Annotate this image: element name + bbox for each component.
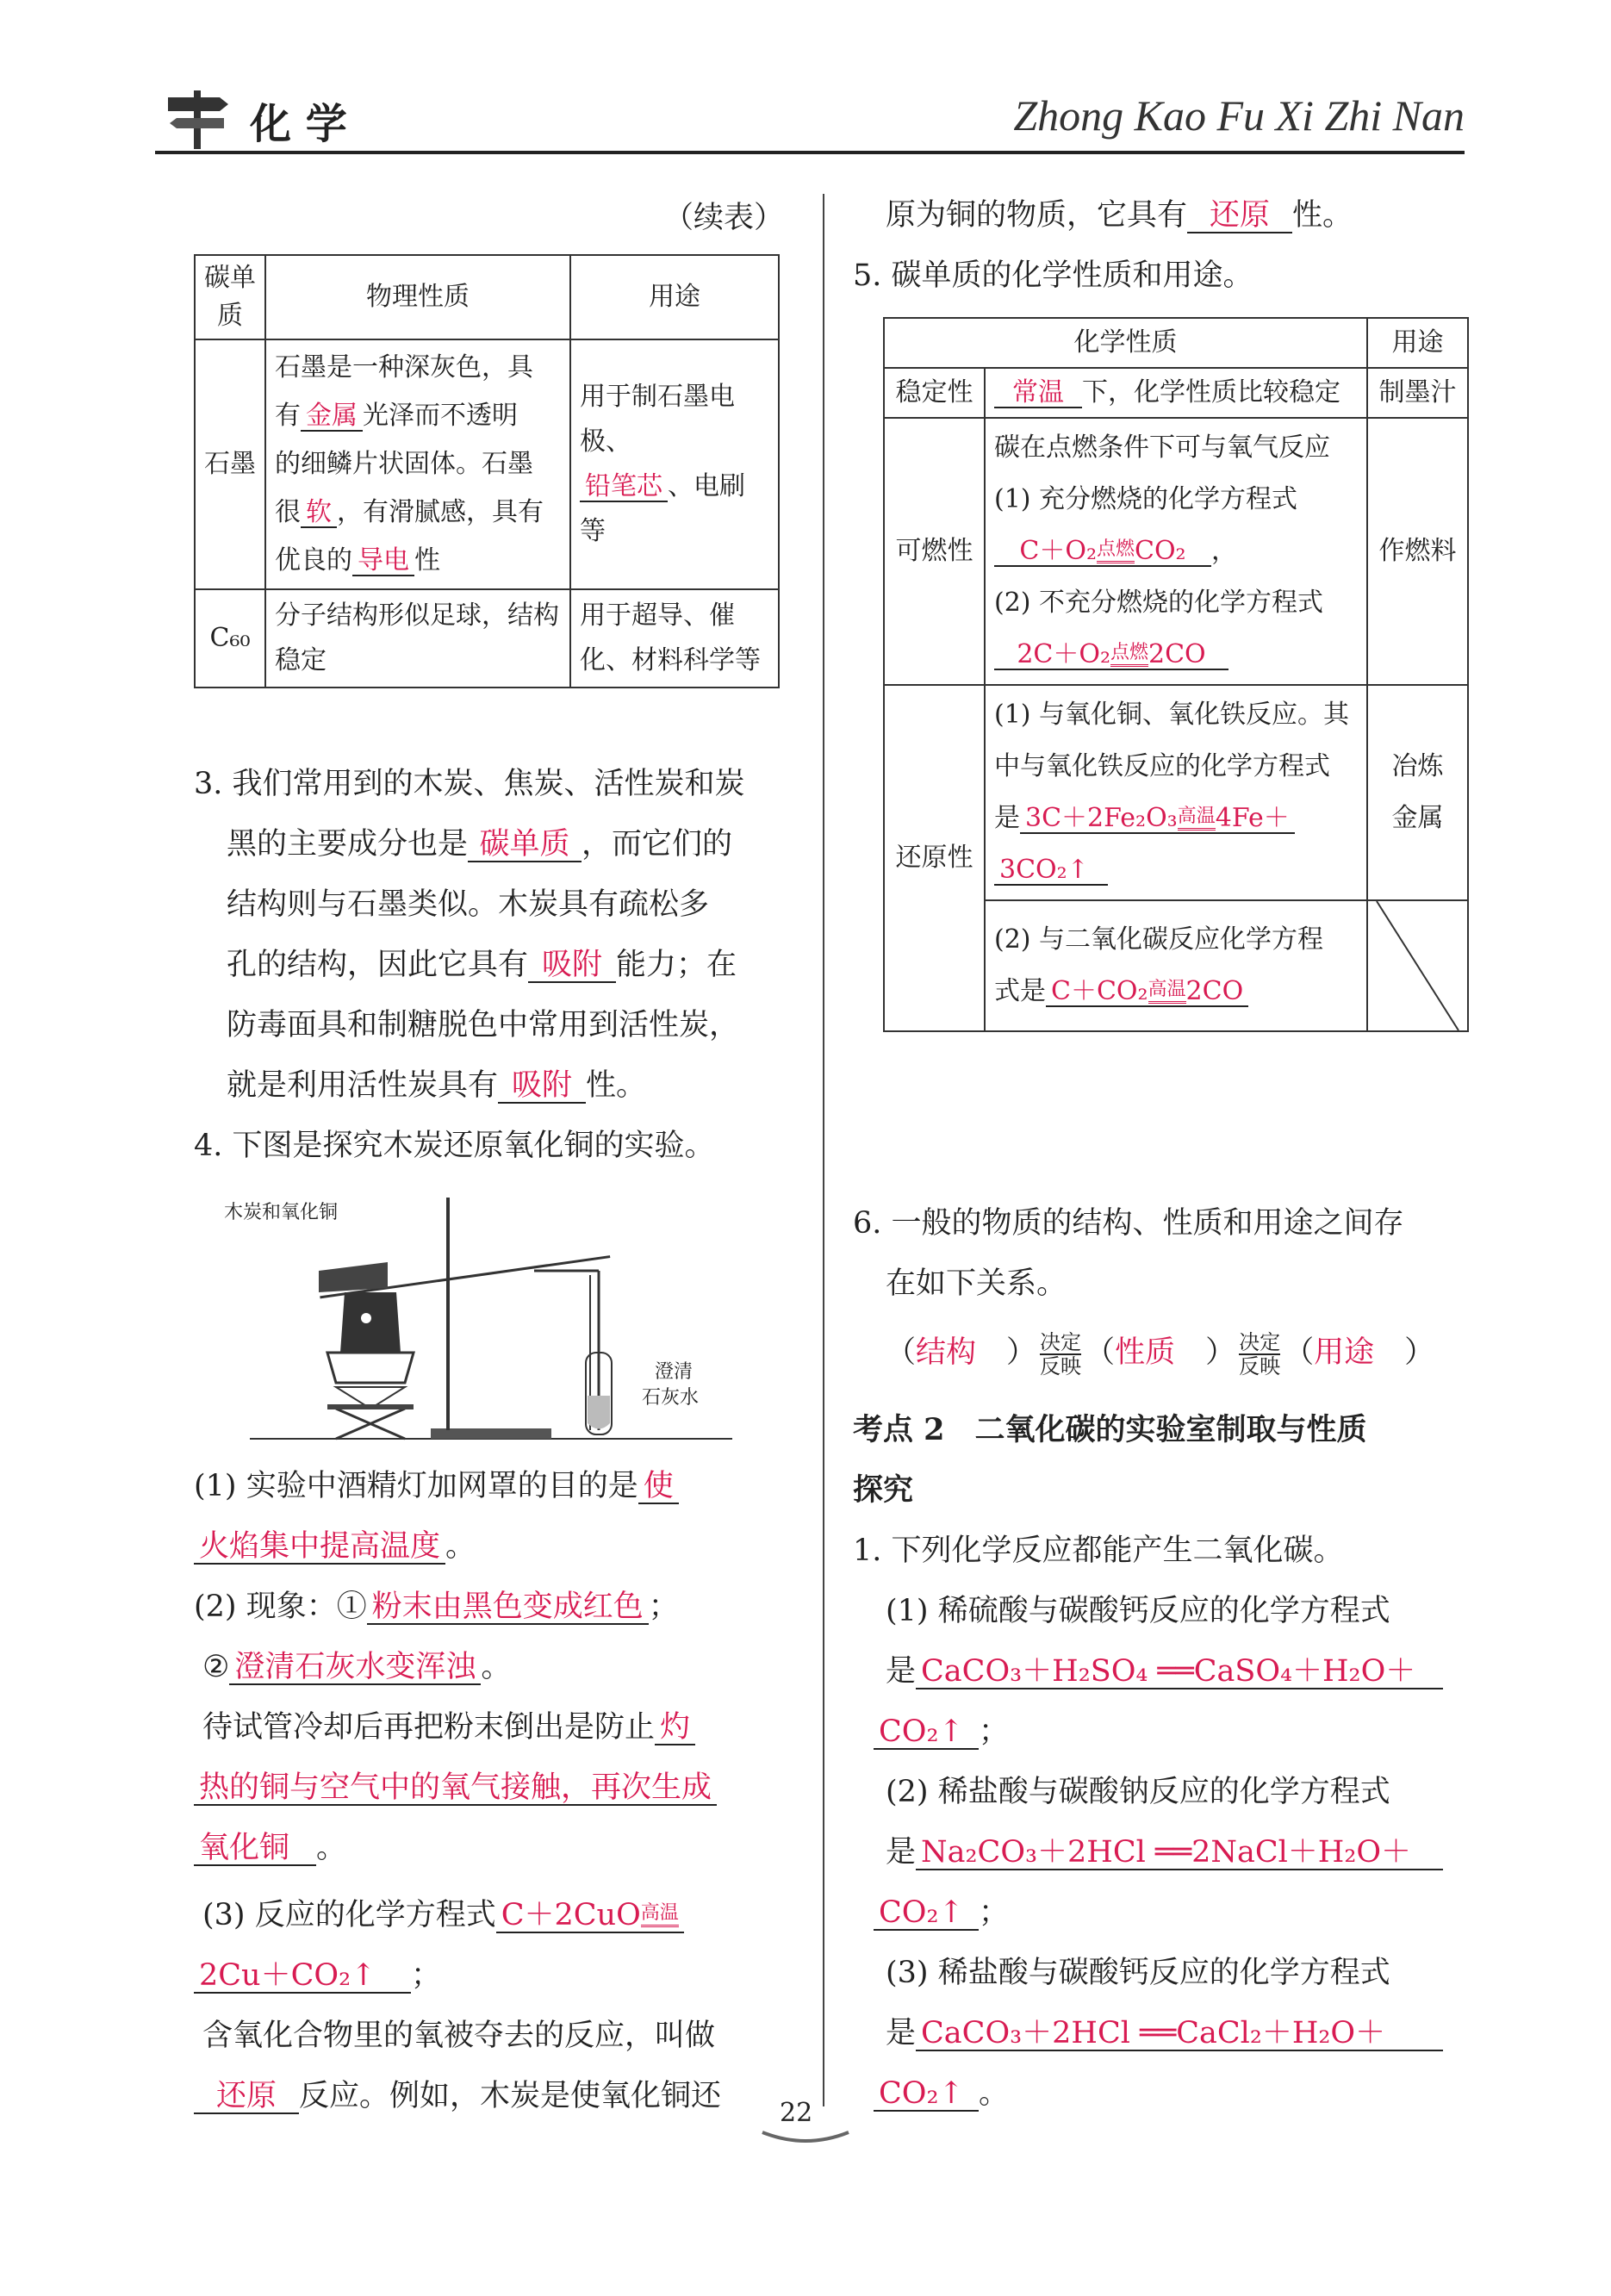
label-limewater-2: 石灰水 — [642, 1387, 700, 1409]
graphite-property — [265, 339, 570, 589]
text: 是 — [886, 1654, 917, 1689]
text: 。 — [316, 1831, 347, 1865]
relation-top: 决定 — [1040, 1329, 1082, 1354]
text: 用于制石墨电极、 — [580, 382, 735, 457]
text: ， — [1211, 536, 1237, 566]
carbon-chemical-table — [883, 317, 1469, 1032]
question-3 — [194, 754, 797, 1176]
condition-text: 点燃 — [1110, 641, 1149, 663]
text: 的细鳞片状固体。石墨 — [275, 449, 533, 479]
text: 碳在点燃条件下可与氧气反应 — [994, 432, 1330, 463]
text: ； — [411, 1958, 442, 1993]
answer-equation: Na₂CO₃＋2HCl ══2NaCl＋H₂O＋ — [916, 1837, 1443, 1870]
equation-part: C＋CO₂ — [1051, 976, 1148, 1006]
text: 。 — [481, 1650, 512, 1684]
text: 3. 我们常用到的木炭、焦炭、活性炭和炭 — [194, 767, 745, 801]
answer-equation: 3CO₂↑ — [994, 856, 1108, 886]
text: 孔的结构，因此它具有 — [227, 948, 529, 982]
column-divider — [823, 194, 824, 2106]
reduction-property-1 — [985, 685, 1367, 900]
answer-use: 用途 — [1314, 1335, 1375, 1370]
text: ； — [648, 1590, 679, 1624]
reduction-name: 还原性 — [884, 685, 985, 1031]
answer-blank: 使 — [638, 1471, 679, 1504]
question-4-title: 4. 下图是探究木炭还原氧化铜的实验。 — [194, 1129, 715, 1163]
stability-use: 制墨汁 — [1367, 368, 1468, 418]
answer-equation: CaCO₃＋H₂SO₄ ══CaSO₄＋H₂O＋ — [916, 1656, 1443, 1689]
answer-blank: 碳单质 — [468, 829, 582, 862]
right-intro — [853, 185, 1473, 306]
text: (2) 与二氧化碳反应化学方程 — [994, 924, 1324, 955]
carbon-physical-table — [194, 254, 780, 688]
relation-arrow — [1239, 1331, 1280, 1378]
combustion-name: 可燃性 — [884, 418, 985, 685]
question-6: 6. 一般的物质的结构、性质和用途之间存 在如下关系。 （结构 ） 决定 反映 （性质 ） 决定 反映 （用途 ） — [853, 1193, 1473, 1383]
text: 能力；在 — [616, 948, 737, 982]
answer-blank: 金属 — [301, 402, 363, 432]
answer-structure: 结构 — [916, 1335, 977, 1370]
condition-text: 高温 — [640, 1902, 679, 1924]
answer-equation: 2Cu＋CO₂↑ — [194, 1960, 411, 1994]
answer-equation: CO₂↑ — [874, 1716, 979, 1750]
c60-property: 分子结构形似足球，结构稳定 — [265, 589, 570, 688]
text: 优良的 — [275, 545, 352, 576]
text: 、电刷等 — [580, 471, 745, 546]
answer-equation — [994, 538, 1211, 567]
text: 很 — [275, 497, 301, 527]
text: ； — [979, 1714, 1010, 1749]
c60-use: 用于超导、催化、材料科学等 — [570, 589, 779, 688]
text: ，有滑腻感，具有 — [337, 497, 544, 527]
condition-arrow — [1178, 807, 1216, 832]
text: 性。 — [1292, 198, 1353, 233]
text: (1) 稀硫酸与碳酸钙反应的化学方程式 — [886, 1594, 1390, 1628]
diagonal-line — [1368, 901, 1467, 1030]
text: 反应。例如，木炭是使氧化铜还 — [299, 2079, 722, 2113]
text: 式是 — [994, 976, 1046, 1006]
graphite-name: 石墨 — [195, 339, 265, 589]
condition-text: 点燃 — [1096, 538, 1135, 560]
section-heading: 探究 — [853, 1472, 914, 1508]
answer-blank: 铅笔芯 — [580, 473, 668, 502]
text: 是 — [994, 803, 1020, 833]
text: 含氧化合物里的氧被夺去的反应，叫做 — [202, 2019, 716, 2053]
text: 防毒面具和制糖脱色中常用到活性炭， — [227, 1008, 740, 1042]
answer-blank: 还原 — [1187, 200, 1292, 233]
condition-arrow — [1148, 980, 1186, 1005]
equation-part: 2CO — [1185, 976, 1244, 1006]
condition-arrow — [1110, 641, 1149, 669]
text: (2) 不充分燃烧的化学方程式 — [994, 588, 1324, 618]
text: 光泽而不透明 — [363, 401, 518, 431]
apparatus-figure — [224, 1180, 732, 1447]
answer-blank: 吸附 — [528, 949, 616, 983]
reduction-property-2 — [985, 900, 1367, 1031]
answer-blank: 吸附 — [498, 1070, 586, 1104]
equation-part: 4Fe＋ — [1215, 803, 1290, 833]
answer-blank: 氧化铜 — [194, 1832, 316, 1866]
text: 金属 — [1391, 803, 1444, 833]
equation-part: 3C＋2Fe₂O₃ — [1025, 803, 1178, 833]
kaodian-2 — [853, 1400, 1473, 2124]
question-5-title: 5. 碳单质的化学性质和用途。 — [853, 258, 1253, 293]
answer-equation: CO₂↑ — [874, 2078, 979, 2112]
section-heading: 考点 2 二氧化碳的实验室制取与性质 — [853, 1412, 1367, 1447]
text: 。 — [445, 1529, 476, 1564]
text: 在如下关系。 — [886, 1266, 1067, 1301]
table-header: 化学性质 — [884, 318, 1367, 368]
table-header: 物理性质 — [265, 255, 570, 339]
text: 结构则与石墨类似。木炭具有疏松多 — [227, 887, 710, 922]
answer-blank: 还原 — [194, 2081, 299, 2114]
series-title: Zhong Kao Fu Xi Zhi Nan — [1013, 91, 1465, 140]
condition-text: 高温 — [1148, 978, 1186, 1000]
text: 中与氧化铁反应的化学方程式 — [994, 751, 1330, 781]
signpost-icon — [159, 82, 237, 151]
question-4 — [194, 1456, 797, 2126]
text: 下，化学性质比较稳定 — [1082, 377, 1340, 408]
answer-blank: 粉末由黑色变成红色 — [367, 1591, 649, 1625]
text: (2) 稀盐酸与碳酸钠反应的化学方程式 — [886, 1775, 1390, 1809]
relation-top: 决定 — [1239, 1329, 1281, 1354]
text: 有 — [275, 401, 301, 431]
equation-part: C＋O₂ — [1019, 536, 1097, 566]
subject-title: 化 学 — [250, 100, 347, 148]
page-number: 22 — [780, 2098, 813, 2128]
answer-equation — [496, 1900, 684, 1933]
condition-arrow — [641, 1904, 679, 1929]
answer-blank: 澄清石灰水变浑浊 — [229, 1652, 481, 1685]
reduction-use — [1367, 685, 1468, 900]
answer-equation — [994, 641, 1228, 670]
text: (1) 实验中酒精灯加网罩的目的是 — [194, 1469, 638, 1503]
text: 就是利用活性炭具有 — [227, 1068, 499, 1103]
answer-equation: CO₂↑ — [874, 1897, 979, 1931]
relation-bottom: 反映 — [1239, 1353, 1281, 1378]
answer-blank: 灼 — [655, 1712, 695, 1745]
text: 。 — [979, 2076, 1010, 2111]
page-number-ornament — [758, 2128, 853, 2145]
combustion-property — [985, 418, 1367, 685]
equation-part: CO₂ — [1135, 536, 1186, 566]
relation-bottom: 反映 — [1040, 1353, 1082, 1378]
answer-equation — [1046, 978, 1248, 1007]
empty-diagonal-cell — [1367, 900, 1468, 1031]
header — [155, 82, 1465, 155]
answer-equation: CaCO₃＋2HCl ══CaCl₂＋H₂O＋ — [916, 2018, 1443, 2051]
answer-blank: 火焰集中提高温度 — [194, 1531, 445, 1565]
equation-part: 2CO — [1148, 639, 1206, 669]
text: 6. 一般的物质的结构、性质和用途之间存 — [853, 1206, 1404, 1241]
continued-label: （续表） — [663, 201, 785, 235]
text: (1) 充分燃烧的化学方程式 — [994, 484, 1298, 514]
text: (1) 与氧化铜、氧化铁反应。其 — [994, 700, 1350, 730]
text: ，而它们的 — [582, 827, 733, 862]
text: (3) 反应的化学方程式 — [202, 1898, 496, 1932]
relation-arrow — [1040, 1331, 1081, 1378]
table-header: 用途 — [1367, 318, 1468, 368]
answer-blank: 软 — [301, 499, 337, 528]
text: ② — [202, 1650, 230, 1684]
text: (3) 稀盐酸与碳酸钙反应的化学方程式 — [886, 1956, 1390, 1990]
text: ； — [979, 1895, 1010, 1930]
answer-blank: 导电 — [352, 547, 414, 576]
condition-text: 高温 — [1177, 805, 1216, 827]
answer-blank: 常温 — [994, 379, 1082, 408]
table-header: 用途 — [570, 255, 779, 339]
text: 是 — [886, 1835, 917, 1870]
text: 黑的主要成分也是 — [227, 827, 469, 862]
text: 原为铜的物质，它具有 — [886, 198, 1188, 233]
text: 性 — [414, 545, 440, 576]
condition-arrow — [1097, 540, 1135, 565]
table-header: 碳单质 — [195, 255, 265, 339]
text: 1. 下列化学反应都能产生二氧化碳。 — [853, 1534, 1344, 1568]
graphite-use — [570, 339, 779, 589]
answer-property: 性质 — [1115, 1335, 1176, 1370]
text: 石墨是一种深灰色，具 — [275, 352, 533, 383]
text: 性。 — [586, 1068, 647, 1103]
text: 冶炼 — [1391, 751, 1444, 781]
text: (2) 现象：① — [194, 1590, 367, 1624]
text: 是 — [886, 2016, 917, 2050]
c60-name: C₆₀ — [195, 589, 265, 688]
combustion-use: 作燃料 — [1367, 418, 1468, 685]
equation-part: 2C＋O₂ — [1017, 639, 1110, 669]
header-rule — [155, 151, 1465, 154]
answer-equation — [1020, 805, 1295, 834]
label-limewater-1: 澄清 — [655, 1361, 694, 1383]
answer-blank: 热的铜与空气中的氧气接触，再次生成 — [194, 1772, 717, 1806]
stability-name: 稳定性 — [884, 368, 985, 418]
text: 待试管冷却后再把粉末倒出是防止 — [202, 1710, 656, 1745]
stability-property — [985, 368, 1367, 418]
label-charcoal-cuo: 木炭和氧化铜 — [224, 1202, 339, 1223]
equation-part: C＋2CuO — [501, 1898, 641, 1932]
